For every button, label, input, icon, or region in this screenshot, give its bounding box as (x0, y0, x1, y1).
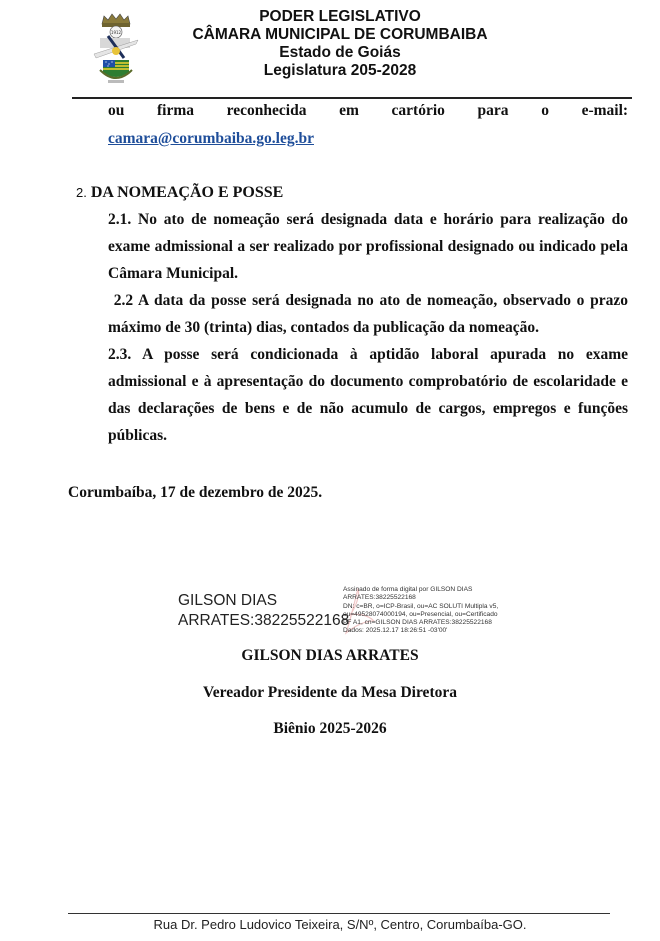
place-and-date: Corumbaíba, 17 de dezembro de 2025. (68, 484, 323, 501)
word: para (477, 102, 509, 119)
signature-name-line2: ARRATES:38225522168 (178, 612, 350, 629)
header-state: Estado de Goiás (279, 44, 401, 61)
signature-detail-line: Assinado de forma digital por GILSON DIAS (343, 586, 473, 593)
clause-2-3: 2.3. A posse será condicionada à aptidão laboral apurada no exame admissional e à apresentação do documento comprobatório de escolaridade e das declarações de bens e de não acumulo de cargos, empregos e funções públicas. (108, 346, 628, 444)
email-link[interactable]: camara@corumbaiba.go.leg.br (108, 130, 314, 147)
word: firma (157, 102, 195, 119)
digital-signature-stamp (178, 585, 508, 637)
section-number: 2. (76, 185, 87, 200)
footer-divider (68, 913, 610, 914)
section-heading (76, 183, 283, 203)
svg-text:1912: 1912 (110, 30, 122, 35)
signatory-role: Vereador Presidente da Mesa Diretora (203, 684, 457, 701)
signature-name (178, 591, 349, 631)
word: em (339, 102, 359, 119)
signature-name-line1: GILSON DIAS (178, 592, 278, 609)
signature-detail-line: ARRATES:38225522168 (343, 594, 416, 602)
signatory-term: Biênio 2025-2026 (273, 720, 387, 737)
header-legislature: Legislatura 205-2028 (263, 62, 417, 79)
word: cartório (391, 102, 445, 119)
word: ou (108, 102, 125, 119)
signature-detail-line: ou=49528074000194, ou=Presencial, ou=Certificado (343, 610, 498, 618)
clause-2-1: 2.1. No ato de nomeação será designada data e horário para realização do exame admissional a ser realizado por profissional designado ou indicado pela Câmara Municipal. (108, 211, 628, 282)
header-chamber-name: CÂMARA MUNICIPAL DE CORUMBAIBA (192, 26, 488, 43)
clause-2-2: 2.2 A data da posse será designada no ato de nomeação, observado o prazo máximo de 30 (trinta) dias, contados da publicação da nomeação. (108, 292, 632, 336)
footer-address: Rua Dr. Pedro Ludovico Teixeira, S/Nº, Centro, Corumbaíba-GO. (153, 917, 527, 932)
signature-details (343, 586, 498, 636)
header-divider (72, 97, 632, 99)
header-institution-power: PODER LEGISLATIVO (259, 8, 421, 25)
word: o (541, 102, 549, 119)
signature-detail-line: PF A1, cn=GILSON DIAS ARRATES:38225522168 (343, 619, 492, 627)
continuation-line (108, 102, 628, 120)
word: e-mail: (581, 102, 629, 119)
municipal-coat-of-arms-icon (92, 10, 140, 86)
signature-detail-line: Dados: 2025.12.17 18:26:51 -03'00' (343, 627, 448, 635)
word: reconhecida (226, 102, 307, 119)
signatory-name: GILSON DIAS ARRATES (241, 647, 419, 664)
signature-detail-line: DN: c=BR, o=ICP-Brasil, ou=AC SOLUTI Multipla v5, (343, 602, 499, 610)
section-items (108, 206, 632, 449)
document-header (150, 8, 530, 80)
section-title: DA NOMEAÇÃO E POSSE (90, 184, 284, 201)
